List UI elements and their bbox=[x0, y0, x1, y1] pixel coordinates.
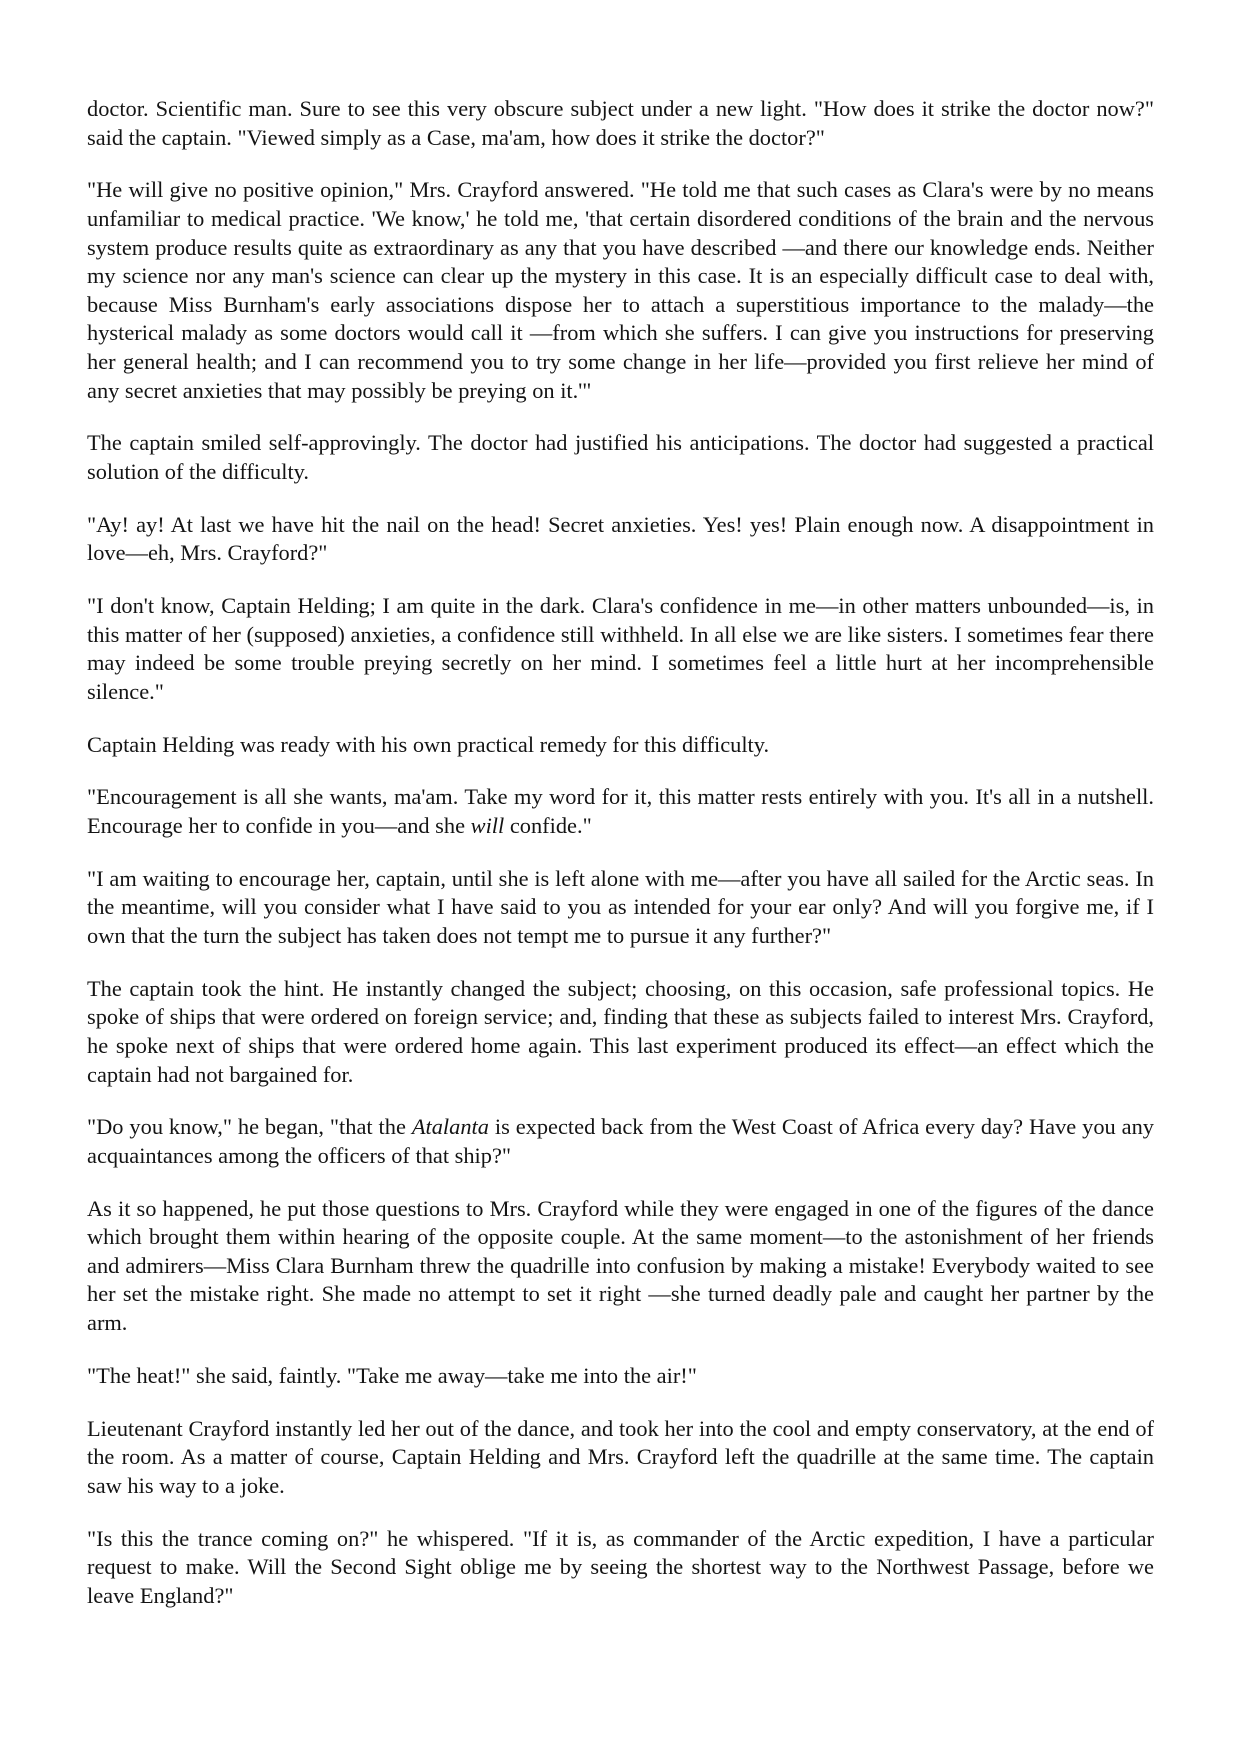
paragraph bbox=[87, 865, 1154, 951]
paragraph bbox=[87, 1362, 1154, 1391]
paragraph bbox=[87, 1415, 1154, 1501]
paragraph-text: "Ay! ay! At last we have hit the nail on the head! Secret anxieties. Yes! yes! Plain enough now. A disappointment in love—eh, Mrs. Crayford?" bbox=[87, 511, 1154, 566]
paragraph-text: The captain took the hint. He instantly changed the subject; choosing, on this occasion, safe professional topics. He spoke of ships that were ordered on foreign service; and, finding that these as subjects failed to interest Mrs. Crayford, he spoke next of ships that were ordered home again. This last experiment produced its effect—an effect which the captain had not bargained for. bbox=[87, 975, 1154, 1087]
paragraph-text: As it so happened, he put those questions to Mrs. Crayford while they were engaged in one of the figures of the dance which brought them within hearing of the opposite couple. At the same moment—to the astonishment of her friends and admirers—Miss Clara Burnham threw the quadrille into confusion by making a mistake! Everybody waited to see her set the mistake right. She made no attempt to set it right —she turned deadly pale and caught her partner by the arm. bbox=[87, 1195, 1154, 1336]
paragraph bbox=[87, 1195, 1154, 1338]
paragraph-text: Captain Helding was ready with his own practical remedy for this difficulty. bbox=[87, 731, 770, 757]
paragraph-text: doctor. Scientific man. Sure to see this very obscure subject under a new light. "How does it strike the doctor now?" said the captain. "Viewed simply as a Case, ma'am, how does it strike the doctor?" bbox=[87, 96, 1154, 150]
document-page bbox=[87, 95, 1154, 1610]
paragraph-text: "He will give no positive opinion," Mrs. Crayford answered. "He told me that such cases as Clara's were by no means unfamiliar to medical practice. 'We know,' he told me, 'that certain disordered conditions of the brain and the nervous system produce results quite as extraordinary as any that you have described —and there our knowledge ends. Neither my science nor any man's science can clear up the mystery in this case. It is an especially difficult case to deal with, because Miss Burnham's early associations dispose her to attach a superstitious importance to the malady—the hysterical malady as some doctors would call it —from which she suffers. I can give you instructions for preserving her general health; and I can recommend you to try some change in her life—provided you first relieve her mind of any secret anxieties that may possibly be preying on it.'" bbox=[87, 177, 1154, 403]
italic-text: will bbox=[470, 813, 505, 838]
paragraph-text: Lieutenant Crayford instantly led her out of the dance, and took her into the cool and empty conservatory, at the end of the room. As a matter of course, Captain Helding and Mrs. Crayford left the quadrille at the same time. The captain saw his way to a joke. bbox=[87, 1415, 1154, 1498]
paragraph-text: "I am waiting to encourage her, captain, until she is left alone with me—after you have all sailed for the Arctic seas. In the meantime, will you consider what I have said to you as intended for your ear only? And will you forgive me, if I own that the turn the subject has taken does not tempt me to pursue it any further?" bbox=[87, 865, 1154, 948]
paragraph bbox=[87, 511, 1154, 568]
paragraph-text: confide." bbox=[504, 813, 592, 838]
paragraph bbox=[87, 176, 1154, 405]
paragraph bbox=[87, 783, 1154, 840]
paragraph-text: "I don't know, Captain Helding; I am quite in the dark. Clara's confidence in me—in other matters unbounded—is, in this matter of her (supposed) anxieties, a confidence still withheld. In all else we are like sisters. I sometimes fear there may indeed be some trouble preying secretly on her mind. I sometimes feel a little hurt at her incomprehensible silence." bbox=[87, 593, 1154, 704]
paragraph bbox=[87, 1113, 1154, 1170]
italic-text: Atalanta bbox=[411, 1114, 489, 1140]
paragraph bbox=[87, 1525, 1154, 1611]
paragraph bbox=[87, 95, 1154, 152]
paragraph bbox=[87, 975, 1154, 1089]
paragraph-text: "Is this the trance coming on?" he whispered. "If it is, as commander of the Arctic expedition, I have a particular request to make. Will the Second Sight oblige me by seeing the shortest way to the Northwest Passage, before we leave England?" bbox=[87, 1525, 1154, 1608]
paragraph-text: The captain smiled self-approvingly. The doctor had justified his anticipations. The doctor had suggested a practical solution of the difficulty. bbox=[87, 430, 1154, 484]
paragraph-text: "Encouragement is all she wants, ma'am. Take my word for it, this matter rests entirely with you. It's all in a nutshell. Encourage her to confide in you—and she bbox=[87, 784, 1154, 838]
paragraph bbox=[87, 592, 1154, 706]
paragraph bbox=[87, 731, 1154, 760]
paragraph bbox=[87, 429, 1154, 486]
document-body bbox=[87, 95, 1154, 1610]
paragraph-text: "Do you know," he began, "that the bbox=[87, 1114, 412, 1140]
paragraph-text: is expected back from the West Coast of Africa every day? Have you any acquaintances among the officers of that ship?" bbox=[87, 1114, 1154, 1168]
paragraph-text: "The heat!" she said, faintly. "Take me away—take me into the air!" bbox=[87, 1362, 697, 1388]
